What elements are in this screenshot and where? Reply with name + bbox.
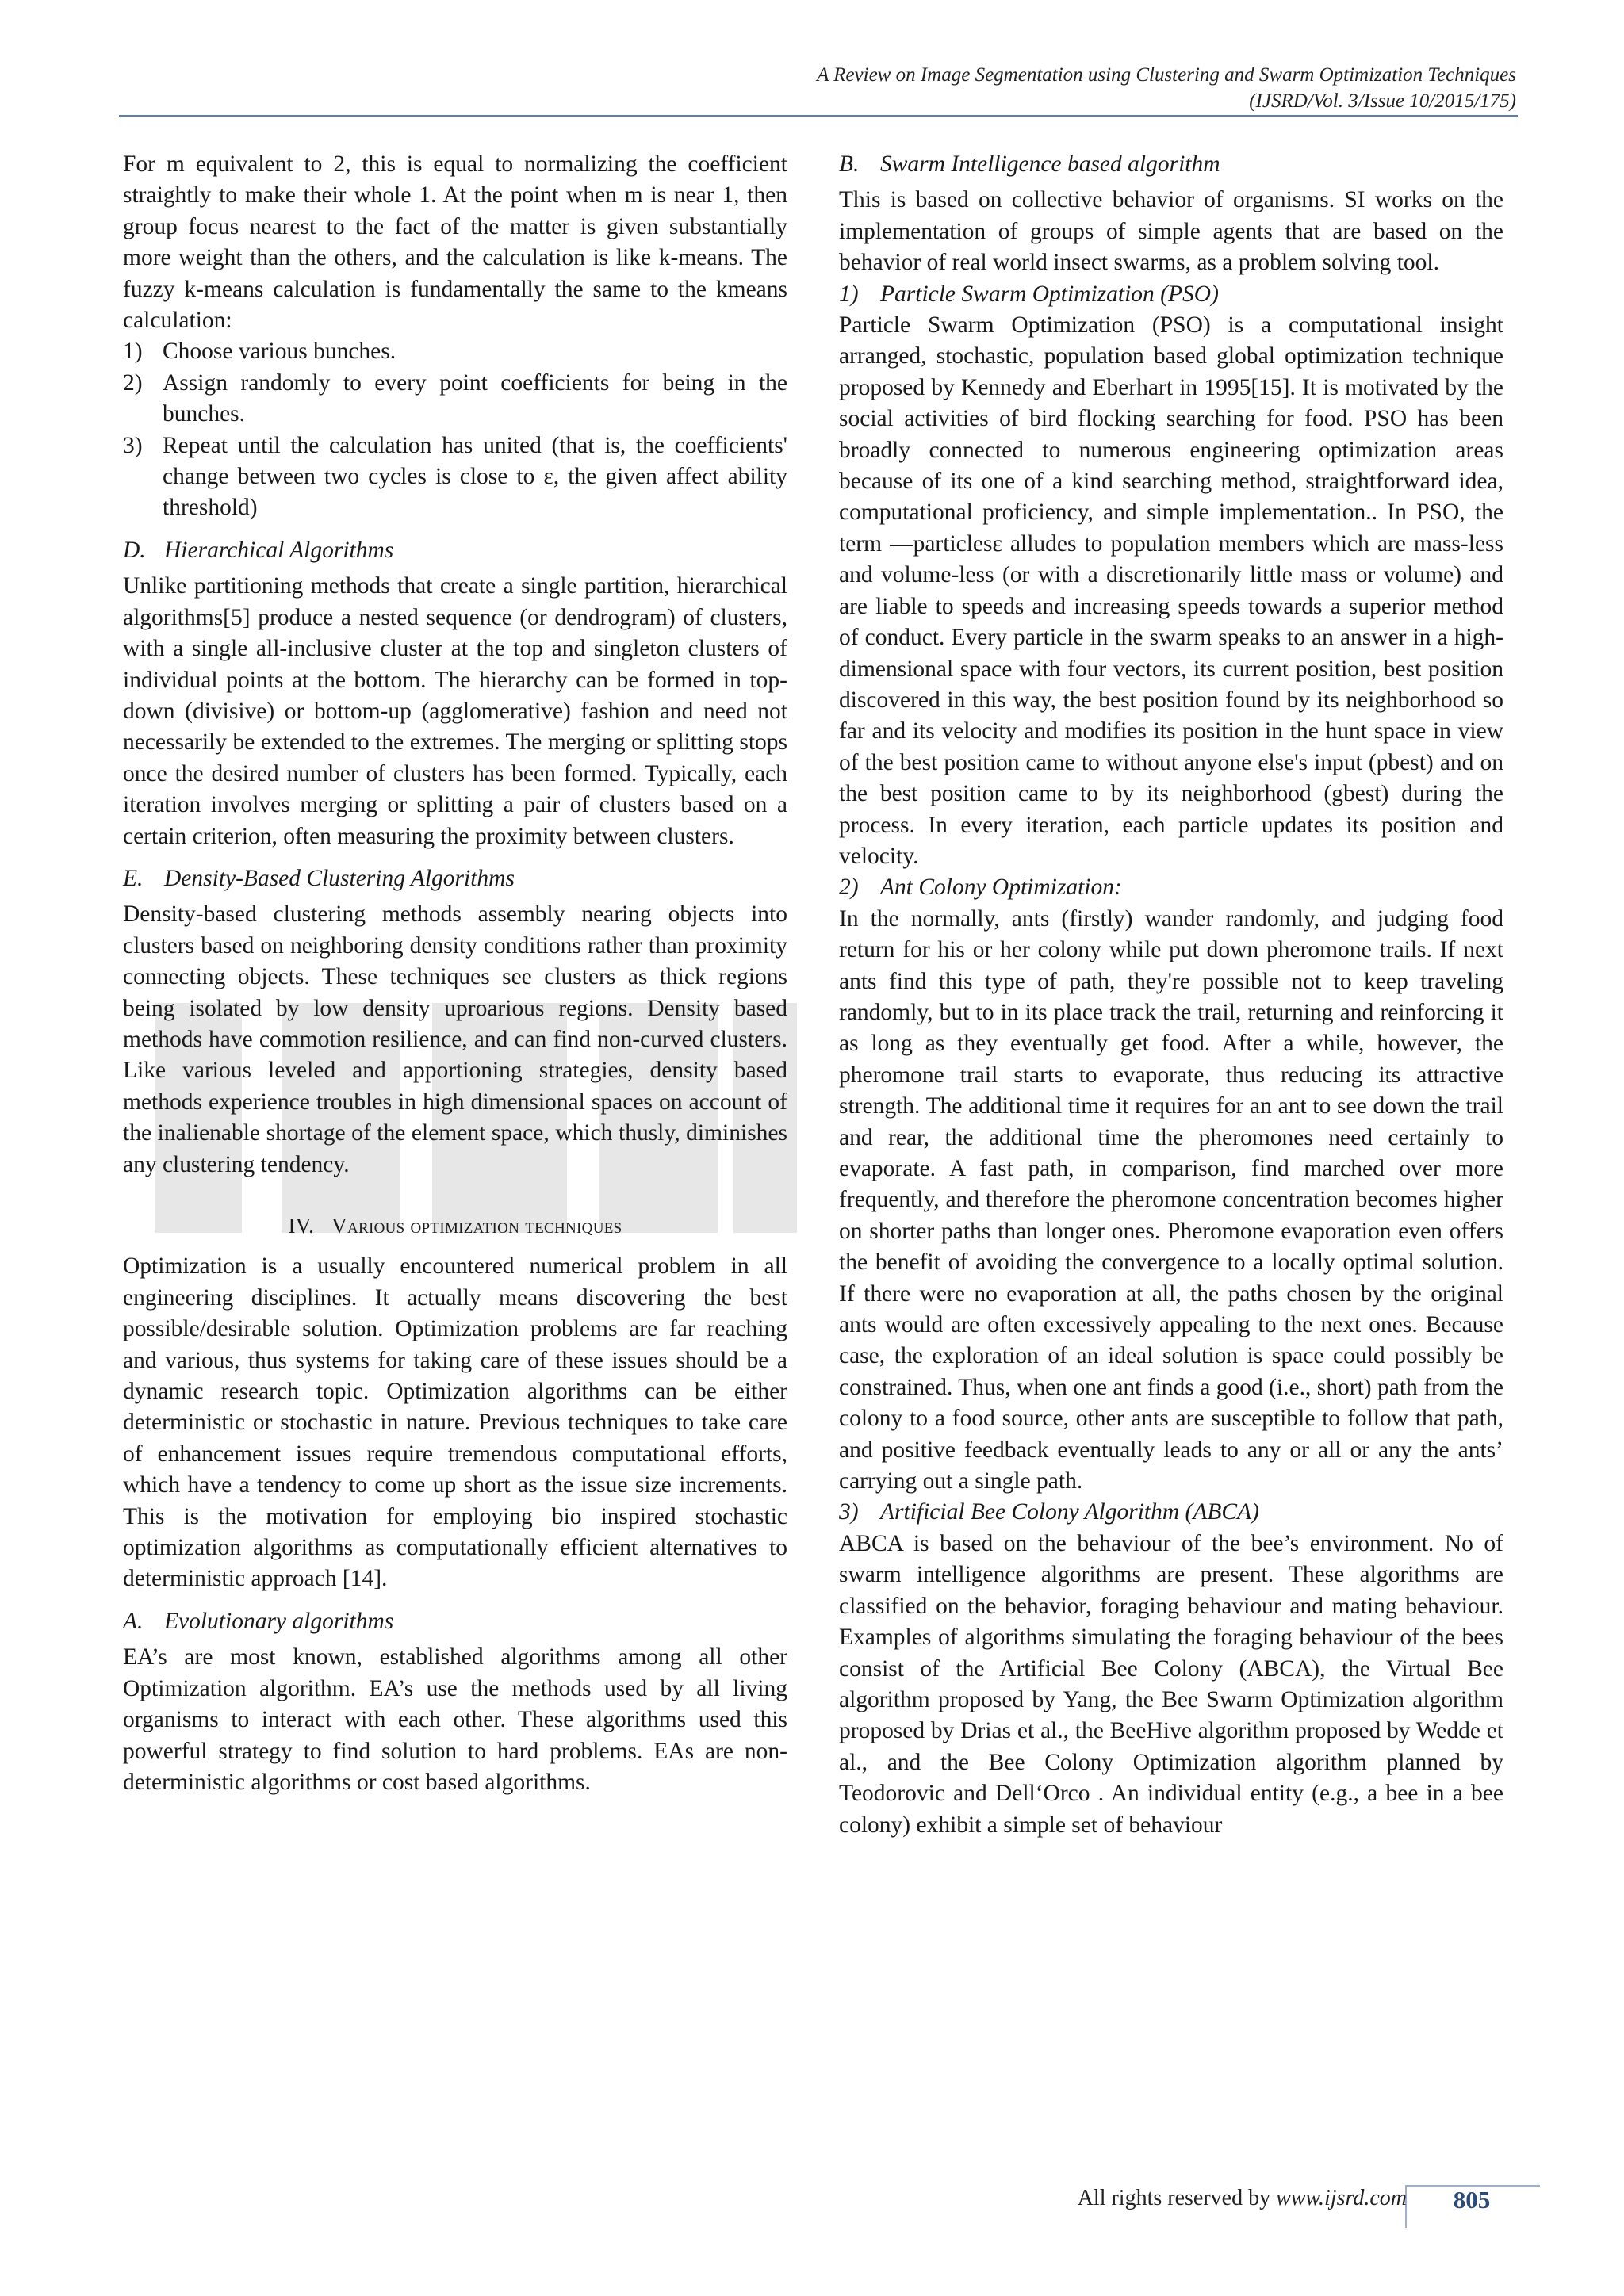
paragraph: EA’s are most known, established algorithms among all other Optimization algorithm. EA’s use the methods used by all living organisms to interact with each other. These algorithms used this powerful strategy to find solution to hard problems. EAs are non-deterministic algorithms or cost based algorithms. bbox=[123, 1644, 787, 1795]
section-number: A. bbox=[123, 1608, 144, 1634]
list-item bbox=[123, 336, 787, 367]
section-heading-iv bbox=[123, 1211, 787, 1242]
paragraph: Density-based clustering methods assembly nearing objects into clusters based on neighboring density conditions rather than proximity connecting objects. These techniques see clusters as thick regions being isolated by low density uproarious regions. Density based methods have commotion resilience, and can find non-curved clusters. Like various leveled and apportioning strategies, density based methods experience troubles in high dimensional spaces on account of the inalienable shortage of the element space, which thusly, diminishes any clustering tendency. bbox=[123, 901, 787, 1177]
subsection-heading-aco bbox=[839, 872, 1503, 903]
footer-rights bbox=[825, 2183, 1407, 2214]
list-text: Repeat until the calculation has united (that is, the coefficients' change between two cycles is close to ε, the given affect ability threshold) bbox=[163, 432, 787, 521]
section-number: IV. bbox=[288, 1214, 315, 1238]
paragraph: For m equivalent to 2, this is equal to normalizing the coefficient straightly to make their whole 1. At the point when m is near 1, then group focus nearest to the fact of the matter is given substantially more weight than the others, and the calculation is like k-means. The fuzzy k-means calculation is fundamentally the same to the kmeans calculation: bbox=[123, 151, 787, 334]
list-number: 1) bbox=[123, 339, 143, 365]
header-rule bbox=[119, 115, 1518, 117]
list-number: 3) bbox=[123, 432, 143, 458]
paragraph: Particle Swarm Optimization (PSO) is a computational insight arranged, stochastic, population based global optimization technique proposed by Kennedy and Eberhart in 1995[15]. It is motivated by the social activities of bird flocking searching for food. PSO has been broadly connected to numerous engineering optimization areas because of its one of a kind searching method, straightforward idea, computational proficiency, and simple implementation.. In PSO, the term ―particlesε alludes to population members which are mass-less and volume-less (or with a discretionarily little mass or volume) and are liable to speeds and increasing speeds towards a superior method of conduct. Every particle in the swarm speaks to an answer in a high-dimensional space with four vectors, its current position, best position discovered in this way, the best position found by its neighborhood so far and its velocity and modifies its position in the hunt space in view of the best position came to without anyone else's input (pbest) and on the best position came to by its neighborhood (gbest) during the process. In every iteration, each particle updates its position and velocity. bbox=[839, 312, 1503, 869]
section-number: D. bbox=[123, 537, 146, 563]
list-text: Choose various bunches. bbox=[163, 339, 396, 365]
rights-text: All rights reserved by bbox=[1077, 2186, 1271, 2210]
subsection-title: Particle Swarm Optimization (PSO) bbox=[880, 281, 1219, 307]
subsection-number: 2) bbox=[839, 874, 859, 901]
section-heading-b bbox=[839, 149, 1503, 180]
section-heading-e bbox=[123, 863, 787, 894]
section-number: B. bbox=[839, 151, 860, 177]
running-header bbox=[119, 62, 1516, 114]
right-column bbox=[839, 149, 1503, 1841]
left-column bbox=[123, 149, 787, 1798]
subsection-number: 3) bbox=[839, 1499, 859, 1525]
subsection-title: Artificial Bee Colony Algorithm (ABCA) bbox=[880, 1499, 1259, 1525]
paragraph: This is based on collective behavior of organisms. SI works on the implementation of groups of simple agents that are based on the behavior of real world insect swarms, as a problem solving tool. bbox=[839, 187, 1503, 276]
section-heading-a bbox=[123, 1606, 787, 1637]
list-text: Assign randomly to every point coefficients for being in the bunches. bbox=[163, 369, 787, 427]
subsection-heading-abca bbox=[839, 1497, 1503, 1528]
paragraph: In the normally, ants (firstly) wander randomly, and judging food return for his or her colony while put down pheromone trails. If next ants find this type of path, they're possible not to keep traveling randomly, but to in its place track the trail, returning and reinforcing it as long as they eventually get food. After a while, however, the pheromone trail starts to evaporate, thus reducing its attractive strength. The additional time it requires for an ant to see down the trail and rear, the additional time the pheromones need certainly to evaporate. A fast path, in comparison, find marched over more frequently, and therefore the pheromone concentration becomes higher on shorter paths than longer ones. Pheromone evaporation even offers the benefit of avoiding the convergence to a locally optimal solution. If there were no evaporation at all, the paths chosen by the original ants would are often excessively appealing to the next ones. Because case, the exploration of an ideal solution is space could possibly be constrained. Thus, when one ant finds a good (i.e., short) path from the colony to a food source, other ants are susceptible to follow that path, and positive feedback eventually leads to any or all or any the ants’ carrying out a single path. bbox=[839, 905, 1503, 1494]
section-title: Evolutionary algorithms bbox=[164, 1608, 394, 1634]
subsection-number: 1) bbox=[839, 281, 859, 307]
site-link[interactable]: www.ijsrd.com bbox=[1276, 2186, 1407, 2210]
section-title: Density-Based Clustering Algorithms bbox=[164, 865, 515, 891]
list-item bbox=[123, 430, 787, 524]
page-number: 805 bbox=[1453, 2186, 1491, 2214]
paragraph: Unlike partitioning methods that create a single partition, hierarchical algorithms[5] produce a nested sequence (or dendrogram) of clusters, with a single all-inclusive cluster at the top and singleton clusters of individual points at the bottom. The hierarchy can be formed in top-down (divisive) or bottom-up (agglomerative) fashion and need not necessarily be extended to the extremes. The merging or splitting stops once the desired number of clusters has been formed. Typically, each iteration involves merging or splitting a pair of clusters based on a certain criterion, often measuring the proximity between clusters. bbox=[123, 573, 787, 849]
section-heading-d bbox=[123, 535, 787, 566]
section-number: E. bbox=[123, 865, 144, 891]
subsection-title: Ant Colony Optimization: bbox=[880, 874, 1122, 901]
subsection-heading-pso bbox=[839, 279, 1503, 310]
paragraph: ABCA is based on the behaviour of the bee’s environment. No of swarm intelligence algorithms are present. These algorithms are classified on the behavior, foraging behaviour and mating behaviour. Examples of algorithms simulating the foraging behaviour of the bees consist of the Artificial Bee Colony (ABCA), the Virtual Bee algorithm proposed by Yang, the Bee Swarm Optimization algorithm proposed by Drias et al., the BeeHive algorithm proposed by Wedde et al., and the Bee Colony Optimization algorithm planned by Teodorovic and Dell‘Orco . An individual entity (e.g., a bee in a bee colony) exhibit a simple set of behaviour bbox=[839, 1530, 1503, 1838]
paragraph: Optimization is a usually encountered numerical problem in all engineering disciplines. It actually means discovering the best possible/desirable solution. Optimization problems are far reaching and various, thus systems for taking care of these issues should be a dynamic research topic. Optimization algorithms can be either deterministic or stochastic in nature. Previous techniques to take care of enhancement issues require tremendous computational efforts, which have a tendency to come up short as the issue size increments. This is the motivation for employing bio inspired stochastic optimization algorithms as computationally efficient alternatives to deterministic approach [14]. bbox=[123, 1253, 787, 1592]
section-title: Swarm Intelligence based algorithm bbox=[880, 151, 1220, 177]
fuzzy-kmeans-steps bbox=[123, 336, 787, 523]
header-title: A Review on Image Segmentation using Clustering and Swarm Optimization Techniques bbox=[817, 64, 1516, 86]
section-title: Hierarchical Algorithms bbox=[164, 537, 394, 563]
header-volume: (IJSRD/Vol. 3/Issue 10/2015/175) bbox=[1249, 90, 1516, 112]
list-item bbox=[123, 368, 787, 430]
list-number: 2) bbox=[123, 369, 143, 396]
section-title: Various optimization techniques bbox=[331, 1214, 622, 1238]
